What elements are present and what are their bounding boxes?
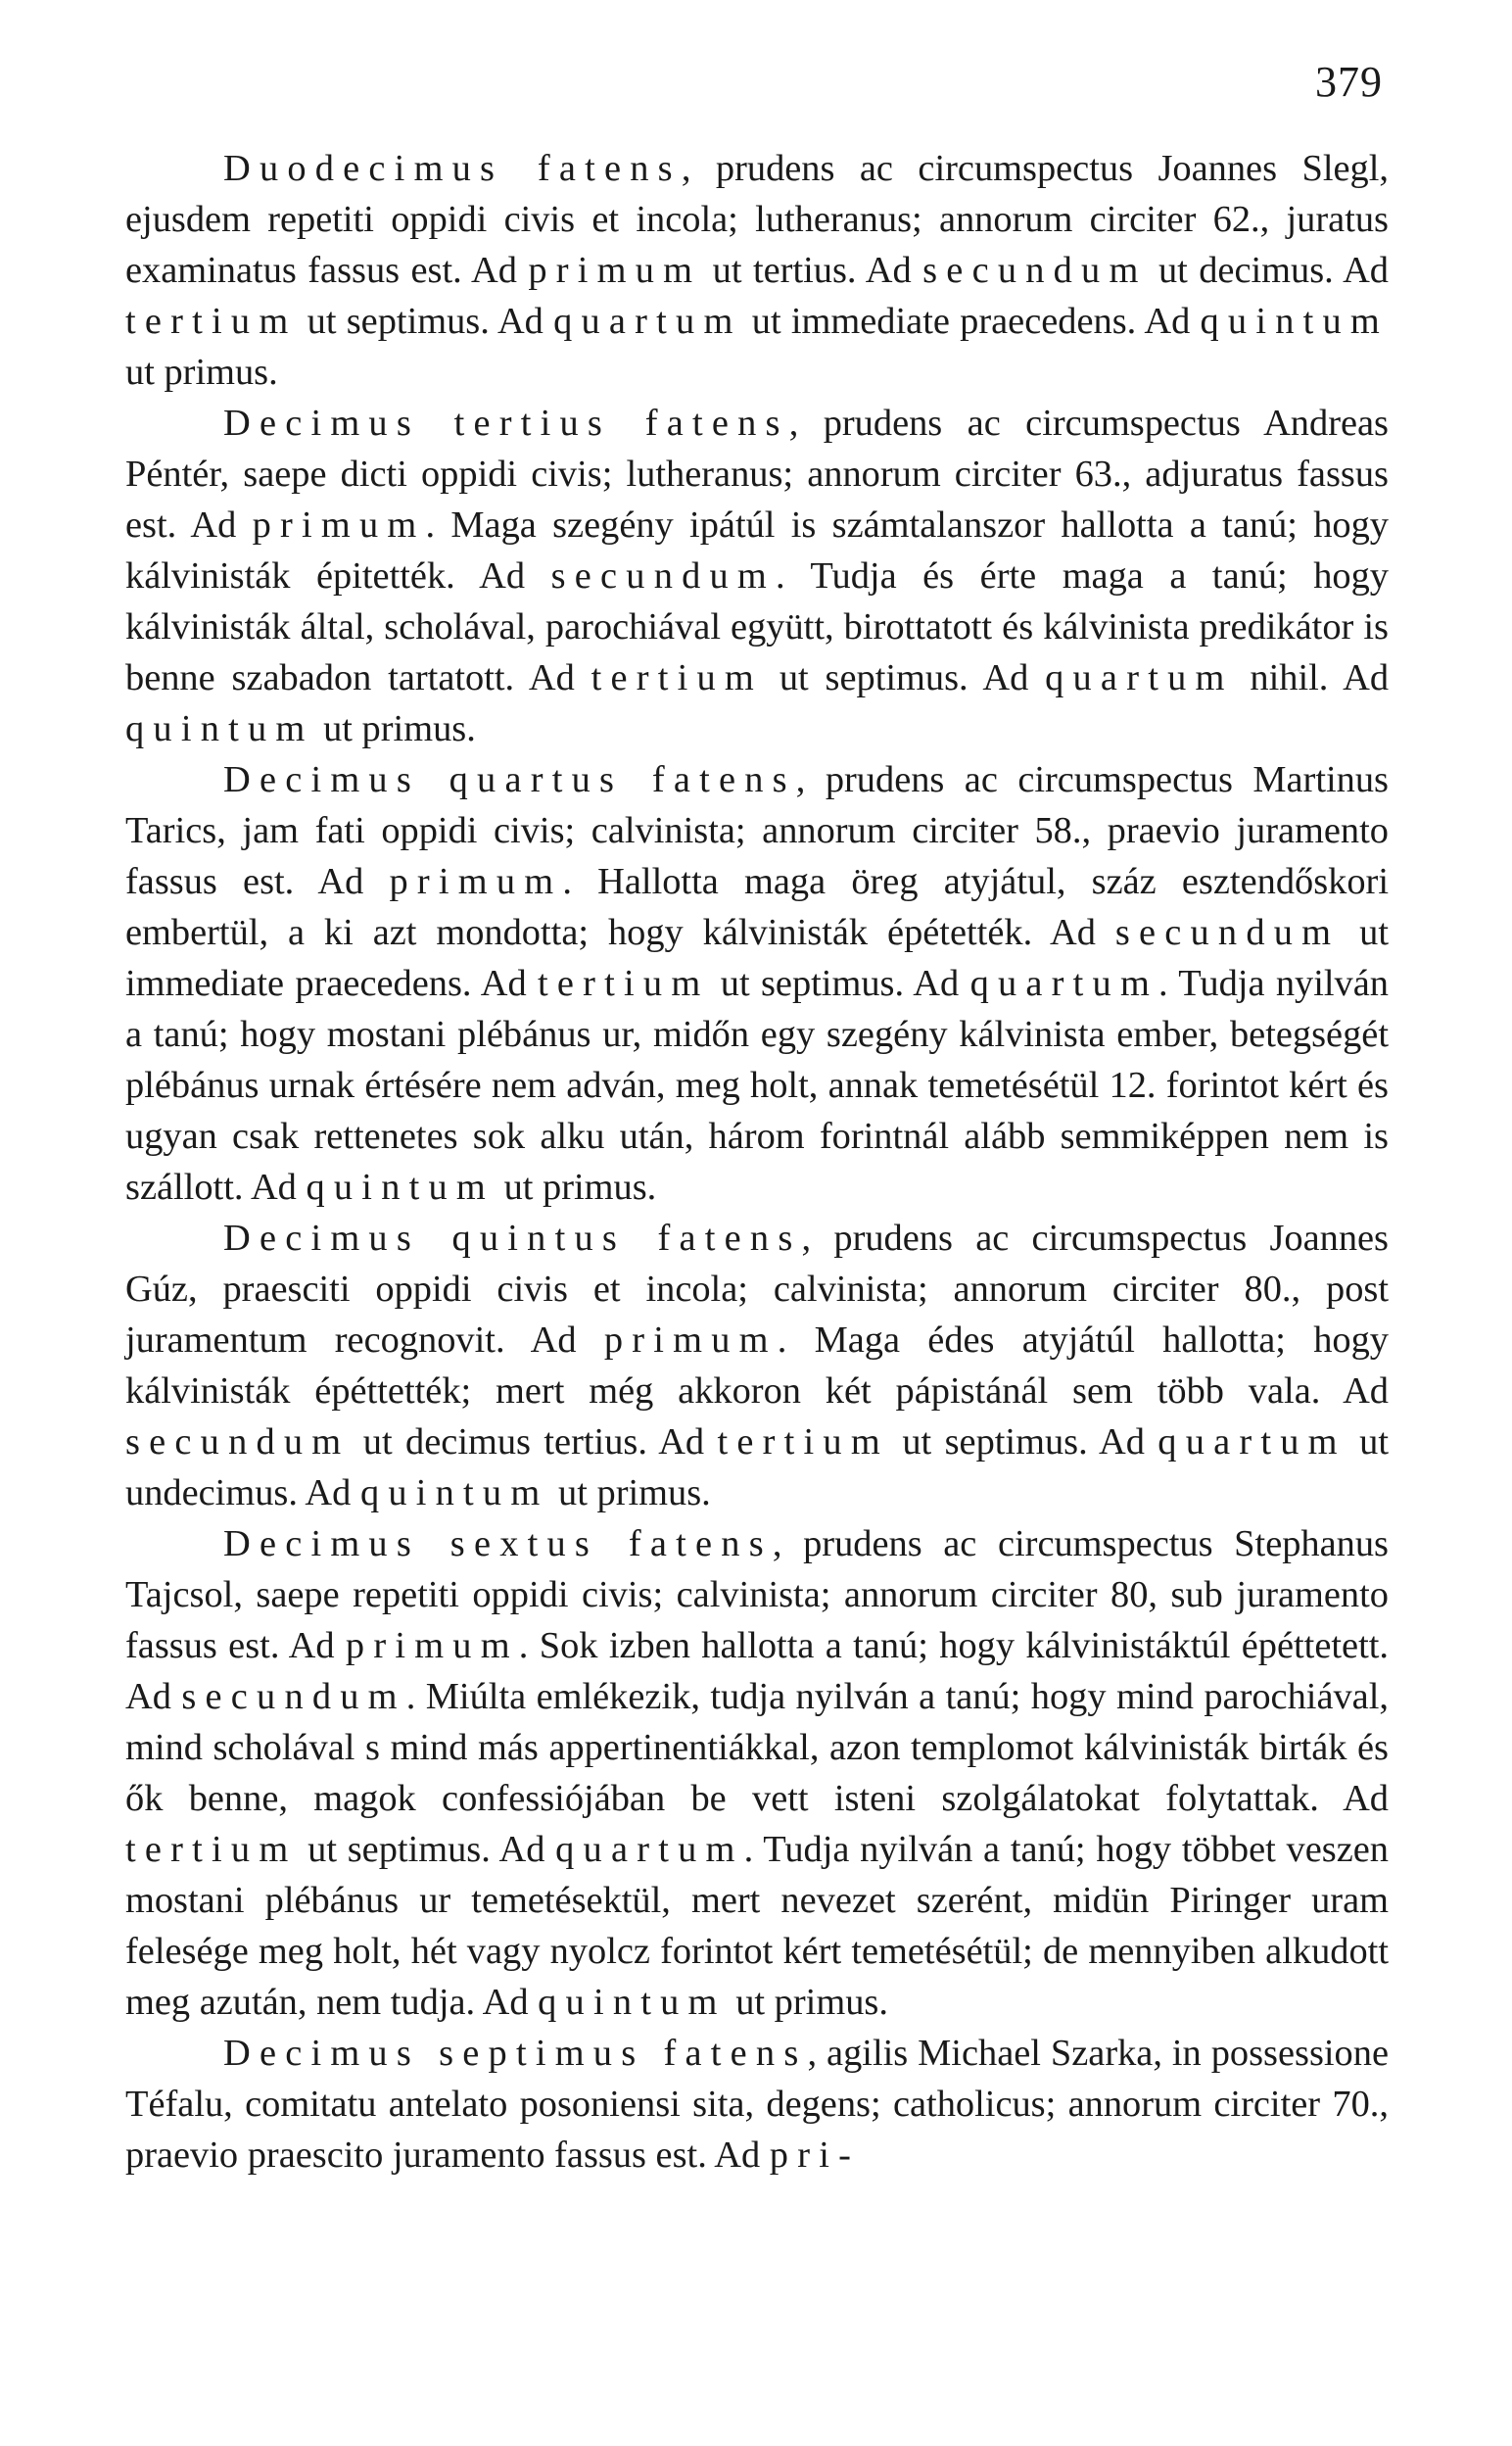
spaced-text: primum — [252, 504, 426, 546]
spaced-text: tertium — [717, 1421, 889, 1463]
spaced-text: Decimus quintus fatens — [223, 1218, 802, 1259]
text-run: ut septimus. Ad — [763, 657, 1046, 698]
spaced-text: Decimus septimus fatens — [223, 2033, 808, 2074]
spaced-text: Decimus sextus fatens — [223, 1523, 773, 1564]
text-run: . Miúlta emlékezik, tudja nyilván a tanú; hogy mind parochiával, mind scholával s mind más appertinentiákkal, azon templomot kálvinisták birták és ők benne, magok confessiójában be vett isteni szolgálatokat folytattak. Ad — [125, 1676, 1389, 1819]
spaced-text: pri- — [769, 2134, 861, 2176]
spaced-text: Decimus quartus fatens — [223, 759, 796, 800]
spaced-text: quintum — [1200, 301, 1389, 342]
spaced-text: quartum — [969, 963, 1159, 1004]
text-run: ut primus. — [726, 1982, 888, 2023]
spaced-text: quintum — [125, 708, 314, 749]
spaced-text: quartum — [555, 1829, 744, 1870]
spaced-text: secundum — [922, 250, 1148, 291]
text-run: , prudens ac circumspectus Joannes Gúz, praesciti oppidi civis et incola; calvinista; annorum circiter 80., post juramentum recognovit. Ad — [125, 1218, 1389, 1361]
text-run: . Maga édes atyjátúl hallotta; hogy kálvinisták épéttették; mert még akkoron két pápistánál sem több vala. Ad — [125, 1319, 1389, 1412]
text-run: nihil. Ad — [1233, 657, 1390, 698]
text-run: , prudens ac circumspectus Stephanus Tajcsol, saepe repetiti oppidi civis; calvinista; annorum circiter 80, sub juramento fassus est. Ad — [125, 1523, 1389, 1666]
spaced-text: Decimus tertius fatens — [223, 403, 789, 444]
text-run: ut primus. — [125, 352, 278, 393]
text-run: ut primus. — [313, 708, 476, 749]
spaced-text: quintum — [306, 1167, 495, 1208]
spaced-text: tertium — [591, 657, 764, 698]
spaced-text: secundum — [125, 1421, 351, 1463]
text-run: ut immediate praecedens. Ad — [125, 912, 1389, 1004]
text-run: . Hallotta maga öreg atyjátul, száz esztendőskori embertül, a ki azt mondotta; hogy kálvinisták épétették. Ad — [125, 861, 1389, 953]
spaced-text: tertium — [538, 963, 710, 1004]
text-run: ut primus. — [548, 1472, 711, 1513]
spaced-text: primum — [603, 1319, 778, 1361]
text-run: . Tudja nyilván a tanú; hogy mostani plébánus ur, midőn egy szegény kálvinista ember, betegségét plébánus urnak értésére nem adván, meg holt, annak temetésétül 12. forintot kért és ugyan csak rettenetes sok alku után, három forintnál alább semmiképpen nem is szállott. Ad — [125, 963, 1389, 1208]
text-run: . Maga szegény ipátúl is számtalanszor hallotta a tanú; hogy kálvinisták épitették. Ad — [125, 504, 1389, 597]
spaced-text: primum — [528, 250, 702, 291]
spaced-text: tertium — [125, 1829, 298, 1870]
paragraph — [125, 398, 1389, 754]
text-run: . Sok izben hallotta a tanú; hogy kálvinistáktúl épéttetett. Ad — [125, 1625, 1390, 1717]
spaced-text: Duodecimus fatens — [223, 148, 682, 189]
spaced-text: primum — [389, 861, 563, 902]
paragraph — [125, 143, 1389, 398]
text-run: ut primus. — [494, 1167, 657, 1208]
text-run: ut septimus. Ad — [297, 301, 554, 342]
spaced-text: quartum — [1158, 1421, 1347, 1463]
spaced-text: quintum — [359, 1472, 549, 1513]
text-run: , prudens ac circumspectus Andreas Péntér, saepe dicti oppidi civis; lutheranus; annorum circiter 63., adjuratus fassus est. Ad — [125, 403, 1389, 546]
paragraph — [125, 1213, 1389, 1518]
spaced-text: secundum — [1114, 912, 1341, 953]
paragraph — [125, 1518, 1389, 2028]
text-run: . Tudja és érte maga a tanú; hogy kálvinisták által, scholával, parochiával együtt, birottatott és kálvinista predikátor is benne szabadon tartatott. Ad — [125, 555, 1389, 698]
spaced-text: quartum — [553, 301, 742, 342]
spaced-text: quintum — [538, 1982, 727, 2023]
text-run: ut decimus. Ad — [1147, 250, 1389, 291]
paragraph — [125, 754, 1389, 1213]
text-run: . Tudja nyilván a tanú; hogy többet veszen mostani plébánus ur temetésektül, mert nevezet szerént, midün Piringer uram felesége meg holt, hét vagy nyolcz forintot kért temetésétül; de mennyiben alkudott meg azután, nem tudja. Ad — [125, 1829, 1389, 2023]
text-run: ut immediate praecedens. Ad — [741, 301, 1201, 342]
spaced-text: tertium — [125, 301, 298, 342]
text-run: ut undecimus. Ad — [125, 1421, 1389, 1513]
text-run: ut septimus. Ad — [709, 963, 970, 1004]
spaced-text: quartum — [1045, 657, 1234, 698]
spaced-text: primum — [345, 1625, 519, 1666]
text-run: ut tertius. Ad — [701, 250, 923, 291]
text-run: ut septimus. Ad — [297, 1829, 556, 1870]
body-text — [125, 143, 1389, 2181]
text-run: , prudens ac circumspectus Joannes Slegl, ejusdem repetiti oppidi civis et incola; lutheranus; annorum circiter 62., juratus examinatus fassus est. Ad — [125, 148, 1389, 291]
text-run: ut septimus. Ad — [888, 1421, 1158, 1463]
text-run: ut decimus tertius. Ad — [350, 1421, 718, 1463]
text-run: , prudens ac circumspectus Martinus Tarics, jam fati oppidi civis; calvinista; annorum circiter 58., praevio juramento fassus est. Ad — [125, 759, 1389, 902]
paragraph — [125, 2028, 1389, 2181]
spaced-text: secundum — [550, 555, 776, 597]
text-run: , agilis Michael Szarka, in possessione Téfalu, comitatu antelato posoniensi sita, degens; catholicus; annorum circiter 70., praevio praescito juramento fassus est. Ad — [125, 2033, 1389, 2176]
spaced-text: secundum — [181, 1676, 406, 1717]
page-number: 379 — [1315, 58, 1383, 106]
